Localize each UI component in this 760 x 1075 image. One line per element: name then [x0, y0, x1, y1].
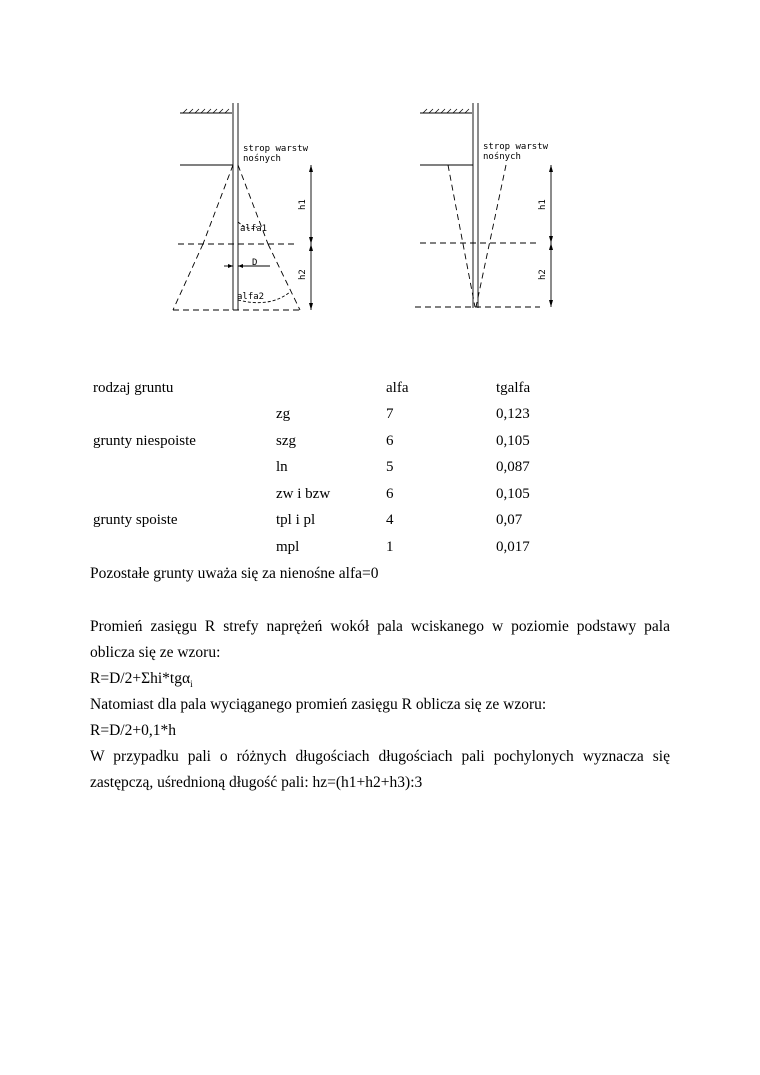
header-tgalfa: tgalfa: [496, 379, 531, 396]
cell-soil: mpl: [276, 538, 300, 555]
cell-soil: tpl i pl: [276, 512, 316, 529]
taper-line-l: [448, 165, 475, 307]
cell-alfa: 5: [386, 459, 394, 476]
header-soil-type: rodzaj gruntu: [93, 379, 174, 396]
strop-label-2-right: nośnych: [483, 152, 521, 162]
formula-compressed-main: R=D/2+Σhi*tgα: [90, 670, 191, 687]
paragraph-non-bearing: Pozostałe grunty uważa się za nienośne alfa=0: [90, 565, 379, 582]
cell-tgalfa: 0,105: [496, 432, 530, 449]
cell-group: [90, 534, 276, 561]
d-label: D: [252, 258, 258, 268]
cell-group: [90, 455, 276, 482]
taper-line-r: [476, 165, 506, 307]
cell-group: grunty spoiste: [93, 512, 178, 529]
cell-tgalfa: 0,07: [496, 512, 523, 529]
h1-label-right: h1: [538, 199, 548, 210]
cell-tgalfa: 0,087: [496, 459, 530, 476]
figure-left: [173, 103, 313, 310]
spread-line-r2: [268, 244, 300, 310]
alfa1-label: alfa1: [240, 224, 268, 234]
table-row: [90, 508, 616, 535]
header-blank: [276, 375, 386, 402]
figure-right-labels: [483, 142, 549, 280]
figure-left-labels: [237, 144, 309, 302]
cell-tgalfa: 0,123: [496, 406, 530, 423]
h1-label-left: h1: [298, 199, 308, 210]
table-header-row: [90, 375, 616, 402]
h2-label-left: h2: [298, 269, 308, 280]
cell-group: [90, 402, 276, 429]
paragraph-tension-pile: Natomiast dla pala wyciąganego promień zasięgu R oblicza się ze wzoru:: [90, 696, 547, 713]
ground-hatch-left: [183, 109, 229, 113]
cell-group: grunty niespoiste: [93, 432, 196, 449]
cell-alfa: 7: [386, 406, 394, 423]
alfa2-label: alfa2: [237, 292, 265, 302]
table-row: [90, 428, 616, 455]
strop-label-1-left: strop warstw: [243, 144, 309, 154]
spread-line-l1: [203, 165, 233, 244]
cell-soil: szg: [276, 432, 296, 449]
table-row: [90, 402, 616, 429]
cell-alfa: 6: [386, 432, 394, 449]
formula-tension: R=D/2+0,1*h: [90, 722, 176, 739]
paragraph-compressed-pile: Promień zasięgu R strefy naprężeń wokół pala wciskanego w poziomie podstawy pala oblicza się ze wzoru:: [90, 618, 670, 661]
table-row: [90, 481, 616, 508]
cell-soil: zw i bzw: [276, 485, 331, 502]
cell-soil: zg: [276, 406, 291, 423]
formula-compressed-sub: i: [190, 679, 193, 690]
strop-label-2-left: nośnych: [243, 154, 281, 164]
pile-stress-zone-figures: [0, 0, 760, 340]
cell-alfa: 1: [386, 538, 394, 555]
cell-alfa: 6: [386, 485, 394, 502]
ground-hatch-right: [423, 109, 469, 113]
cell-group: [90, 481, 276, 508]
paragraph-inclined-piles: W przypadku pali o różnych długościach długościach pali pochylonych wyznacza się zastępczą, uśrednioną długość pali: hz=(h1+h2+h3):3: [90, 748, 670, 791]
spread-line-l2: [173, 244, 203, 310]
cell-soil: ln: [276, 459, 288, 476]
h2-label-right: h2: [538, 269, 548, 280]
cell-tgalfa: 0,105: [496, 485, 530, 502]
figure-right: [415, 103, 553, 308]
strop-label-1-right: strop warstw: [483, 142, 549, 152]
header-alfa: alfa: [386, 379, 409, 396]
soil-angle-table: [90, 375, 616, 561]
table-row: [90, 534, 616, 561]
table-row: [90, 455, 616, 482]
cell-tgalfa: 0,017: [496, 538, 530, 555]
cell-alfa: 4: [386, 512, 394, 529]
